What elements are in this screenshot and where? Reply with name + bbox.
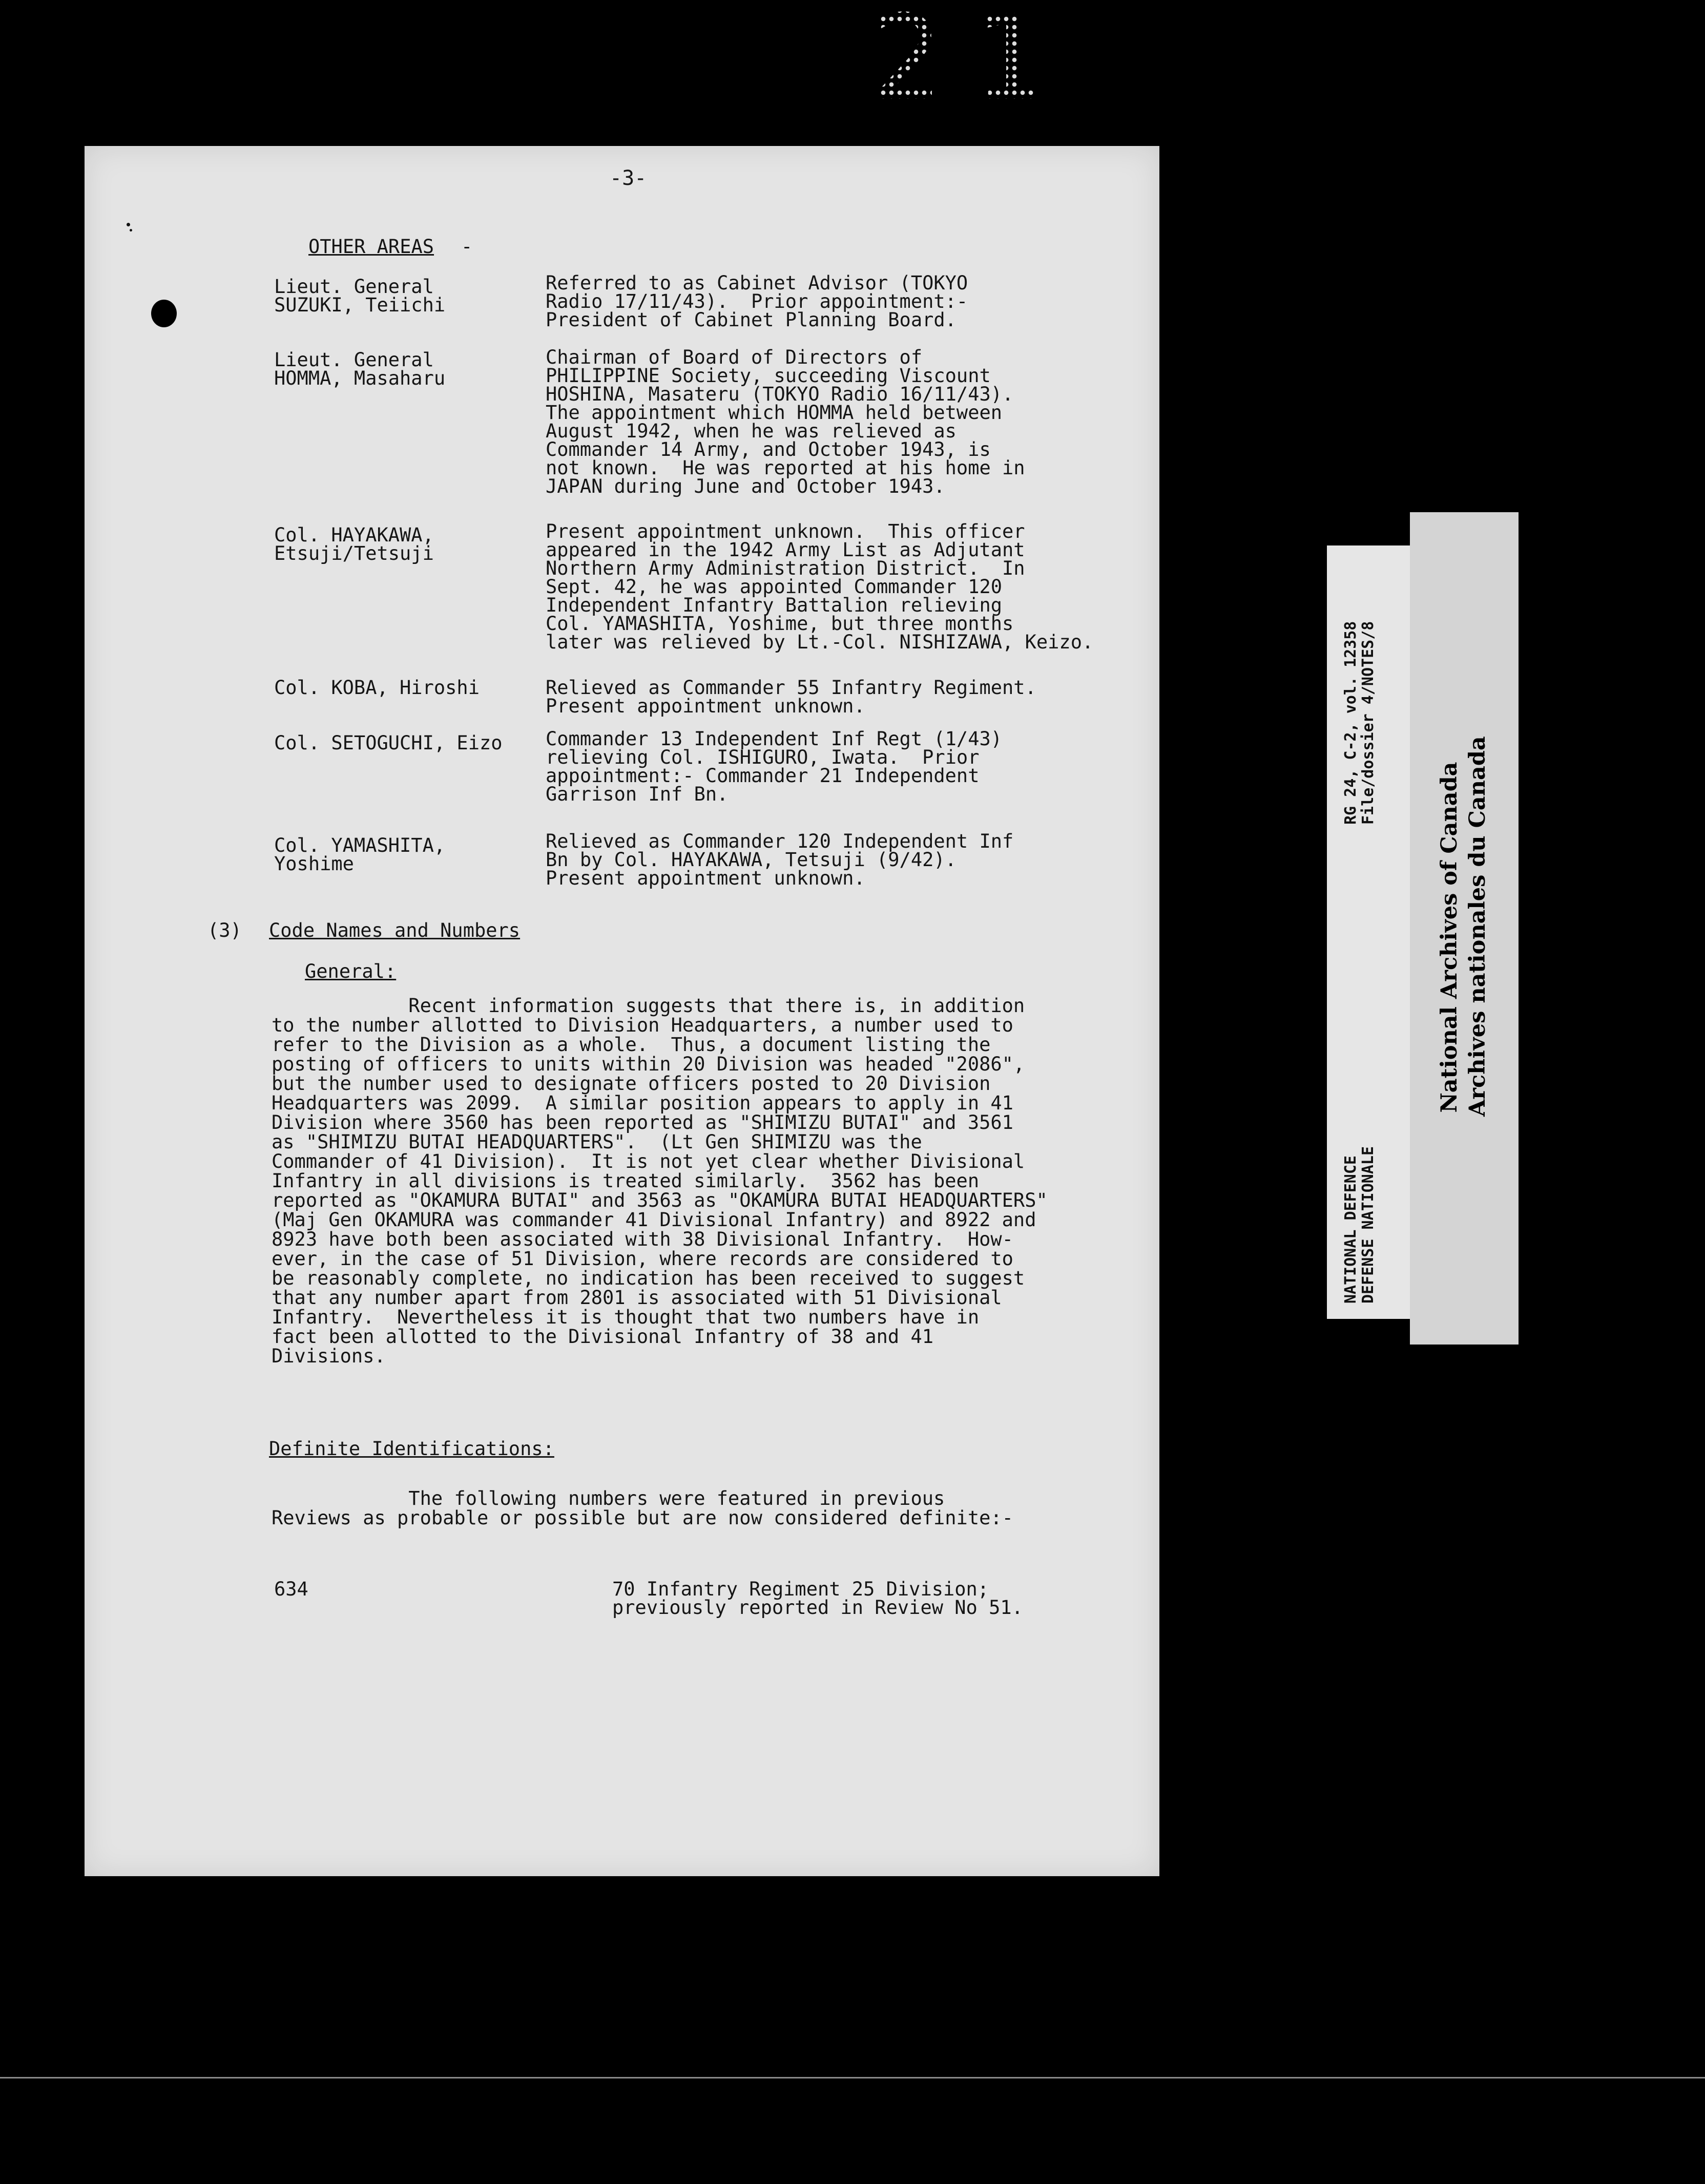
section-title: Code Names and Numbers: [269, 919, 521, 941]
section-heading-other-areas: OTHER AREAS: [308, 236, 434, 258]
officer-name: Lieut. General HOMMA, Masaharu: [274, 349, 446, 389]
definite-intro-paragraph: The following numbers were featured in previous Reviews as probable or possible but are now considered definite:-: [272, 1487, 1013, 1529]
document-page: [85, 146, 1159, 1876]
officer-description: Commander 13 Independent Inf Regt (1/43) relieving Col. ISHIGURO, Iwata. Prior appointment:- Commander 21 Independent Garrison Inf Bn.: [546, 728, 1003, 805]
officer-name: Col. HAYAKAWA, Etsuji/Tetsuji: [274, 524, 434, 564]
officer-description: Chairman of Board of Directors of PHILIPPINE Society, succeeding Viscount HOSHINA, Masateru (TOKYO Radio 16/11/43). The appointment which HOMMA held between August 1942, when he was relieved as Commander 14 Army, and October 1943, is not known. He was reported at his home in JAPAN during June and October 1943.: [546, 346, 1025, 497]
officer-name: Lieut. General SUZUKI, Teiichi: [274, 276, 446, 316]
ink-speck: [130, 229, 132, 232]
officer-name: Col. KOBA, Hiroshi: [274, 677, 480, 699]
code-number-description: 70 Infantry Regiment 25 Division; previously reported in Review No 51.: [612, 1578, 1023, 1619]
punch-hole: [151, 300, 177, 327]
ink-speck: [127, 223, 130, 226]
officer-description: Relieved as Commander 55 Infantry Regiment. Present appointment unknown.: [546, 677, 1036, 717]
officer-description: Relieved as Commander 120 Independent Inf Bn by Col. HAYAKAWA, Tetsuji (9/42). Present appointment unknown.: [546, 830, 1014, 889]
microfilm-frame-number: 21: [871, 0, 1074, 118]
archive-file-reference: RG 24, C-2, vol. 12358 File/dossier 4/NOTES/8: [1342, 621, 1377, 825]
officer-description: Referred to as Cabinet Advisor (TOKYO Radio 17/11/43). Prior appointment:- President of Cabinet Planning Board.: [546, 272, 968, 331]
officer-name: Col. YAMASHITA, Yoshime: [274, 834, 446, 875]
archive-dept-stamp: NATIONAL DEFENCE DEFENSE NATIONALE: [1342, 1146, 1377, 1304]
officer-description: Present appointment unknown. This officer appeared in the 1942 Army List as Adjutant Northern Army Administration District. In Sept. 42, he was appointed Commander 120 Independent Infantry Battalion relieving Col. YAMASHITA, Yoshime, but three months later was relieved by Lt.-Col. NISHIZAWA, Keizo.: [546, 520, 1094, 653]
subheading-definite-identifications: Definite Identifications:: [269, 1438, 554, 1460]
archive-title-label: [1410, 512, 1519, 1345]
general-paragraph: Recent information suggests that there is, in addition to the number allotted to Division Headquarters, a number used to refer to the Division as a whole. Thus, a document listing the posting of officers to units within 20 Division was headed "2086", but the number used to designate officers posted to 20 Division Headquarters was 2099. A similar position appears to apply in 41 Division where 3560 has been reported as "SHIMIZU BUTAI" and 3561 as "SHIMIZU BUTAI HEADQUARTERS". (Lt Gen SHIMIZU was the Commander of 41 Division). It is not yet clear whether Divisional Infantry in all divisions is treated similarly. 3562 has been reported as "OKAMURA BUTAI" and 3563 as "OKAMURA BUTAI HEADQUARTERS" (Maj Gen OKAMURA was commander 41 Divisional Infantry) and 8922 and 8923 have both been associated with 38 Divisional Infantry. How- ever, in the case of 51 Division, where records are considered to be reasonably complete, no indication has been received to suggest that any number apart from 2801 is associated with 51 Divisional Infantry. Nevertheless it is thought that two numbers have in fact been allotted to the Divisional Infantry of 38 and 41 Divisions.: [272, 995, 1048, 1367]
section-heading-suffix: -: [461, 236, 473, 258]
archive-title-text: National Archives of Canada Archives nationales du Canada: [1437, 736, 1490, 1117]
subheading-general: General:: [305, 960, 397, 982]
code-number: 634: [274, 1578, 308, 1600]
section-number: (3): [207, 919, 242, 941]
film-edge-line: [0, 2077, 1705, 2078]
officer-name: Col. SETOGUCHI, Eizo: [274, 732, 503, 754]
page-number: -3-: [610, 166, 647, 190]
